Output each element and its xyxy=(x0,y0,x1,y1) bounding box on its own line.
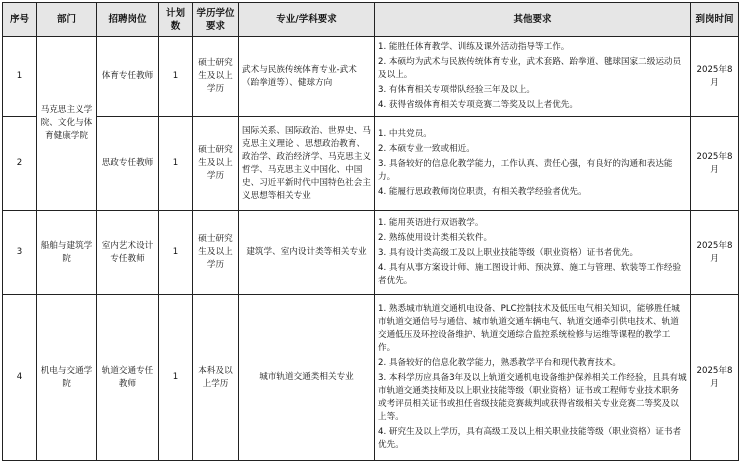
cell-major: 建筑学、室内设计类等相关专业 xyxy=(239,211,375,295)
table-row xyxy=(3,211,739,295)
recruitment-table xyxy=(2,2,739,461)
requirement-line: 3. 具有设计类高级工及以上职业技能等级（职业资格）证书者优先。 xyxy=(378,248,639,258)
requirement-line: 1. 熟悉城市轨道交通机电设备、PLC控制技术及低压电气相关知识，能够胜任城市轨道交通信号与通信、城市轨道交通车辆电气、轨道交通牵引供电技术、轨道交通低压及环控设备维护、轨道交通综合监控系统检修与运维等课程的教学工作。 xyxy=(378,304,680,353)
header-position: 招聘岗位 xyxy=(97,3,159,37)
cell-no: 4 xyxy=(3,295,37,461)
cell-requirements xyxy=(375,295,691,461)
cell-dept: 船舶与建筑学院 xyxy=(37,211,97,295)
cell-count: 1 xyxy=(159,211,193,295)
cell-count: 1 xyxy=(159,295,193,461)
cell-education: 硕士研究生及以上学历 xyxy=(193,211,239,295)
table-row xyxy=(3,117,739,211)
header-count: 计划数 xyxy=(159,3,193,37)
cell-position: 体育专任教师 xyxy=(97,37,159,117)
cell-requirements xyxy=(375,211,691,295)
requirement-line: 3. 本科学历应具备3年及以上轨道交通机电设备维护保养相关工作经验，且具有城市轨道交通类技师及以上职业技能等级（职业资格）证书或工程师专业技术职务或考评员相关证书或担任省级技能竞赛裁判或获得省级相关专业竞赛二等奖及以上等。 xyxy=(378,373,687,422)
cell-dept: 马克思主义学院、文化与体育健康学院 xyxy=(37,37,97,211)
header-arrival: 到岗时间 xyxy=(691,3,739,37)
cell-arrival: 2025年8月 xyxy=(691,37,739,117)
cell-no: 2 xyxy=(3,117,37,211)
cell-education: 本科及以上学历 xyxy=(193,295,239,461)
cell-position: 思政专任教师 xyxy=(97,117,159,211)
requirement-line: 1. 中共党员。 xyxy=(378,129,432,139)
cell-major: 国际关系、国际政治、世界史、马克思主义理论 、思想政治教育、政治学、政治经济学、马克思主义哲学、马克思主义中国化、中国史、习近平新时代中国特色社会主义思想等相关专业 xyxy=(239,117,375,211)
cell-no: 1 xyxy=(3,37,37,117)
header-dept: 部门 xyxy=(37,3,97,37)
cell-position: 轨道交通专任教师 xyxy=(97,295,159,461)
cell-position: 室内艺术设计专任教师 xyxy=(97,211,159,295)
cell-education: 硕士研究生及以上学历 xyxy=(193,37,239,117)
cell-major: 城市轨道交通类相关专业 xyxy=(239,295,375,461)
requirement-line: 2. 本硕专业一致或相近。 xyxy=(378,144,475,154)
requirement-line: 4. 能履行思政教师岗位职责，有相关教学经验者优先。 xyxy=(378,187,587,197)
requirement-line: 2. 本硕均为武术与民族传统体育专业，武术套路、跆拳道、毽球国家二级运动员及以上。 xyxy=(378,57,682,80)
cell-arrival: 2025年8月 xyxy=(691,117,739,211)
requirement-line: 1. 能胜任体育教学、训练及课外活动指导等工作。 xyxy=(378,42,570,52)
requirement-line: 2. 熟练使用设计类相关软件。 xyxy=(378,233,493,243)
cell-major: 武术与民族传统体育专业-武术（跆拳道等）、健球方向 xyxy=(239,37,375,117)
table-row xyxy=(3,295,739,461)
header-no: 序号 xyxy=(3,3,37,37)
header-major: 专业/学科要求 xyxy=(239,3,375,37)
requirement-line: 4. 获得省级体育相关专项竞赛二等奖及以上者优先。 xyxy=(378,100,578,110)
requirement-line: 2. 具备较好的信息化教学能力，熟悉教学平台和现代教育技术。 xyxy=(378,358,621,368)
cell-count: 1 xyxy=(159,117,193,211)
requirement-line: 3. 具备较好的信息化教学能力，工作认真、责任心强，有良好的沟通和表达能力。 xyxy=(378,159,673,182)
requirement-line: 4. 研究生及以上学历，具有高级工及以上相关职业技能等级（职业资格）证书者优先。 xyxy=(378,427,682,450)
table-row xyxy=(3,37,739,117)
header-row xyxy=(3,3,739,37)
requirement-line: 4. 具有从事方案设计师、施工图设计师、预决算、施工与管理、软装等工作经验者优先。 xyxy=(378,263,682,286)
header-requirements: 其他要求 xyxy=(375,3,691,37)
requirement-line: 3. 有体育相关专项带队经验三年及以上。 xyxy=(378,85,536,95)
cell-arrival: 2025年8月 xyxy=(691,211,739,295)
cell-no: 3 xyxy=(3,211,37,295)
cell-education: 硕士研究生及以上学历 xyxy=(193,117,239,211)
cell-dept: 机电与交通学院 xyxy=(37,295,97,461)
cell-requirements xyxy=(375,37,691,117)
cell-requirements xyxy=(375,117,691,211)
header-education: 学历学位要求 xyxy=(193,3,239,37)
cell-count: 1 xyxy=(159,37,193,117)
cell-arrival: 2025年8月 xyxy=(691,295,739,461)
requirement-line: 1. 能用英语进行双语教学。 xyxy=(378,218,484,228)
